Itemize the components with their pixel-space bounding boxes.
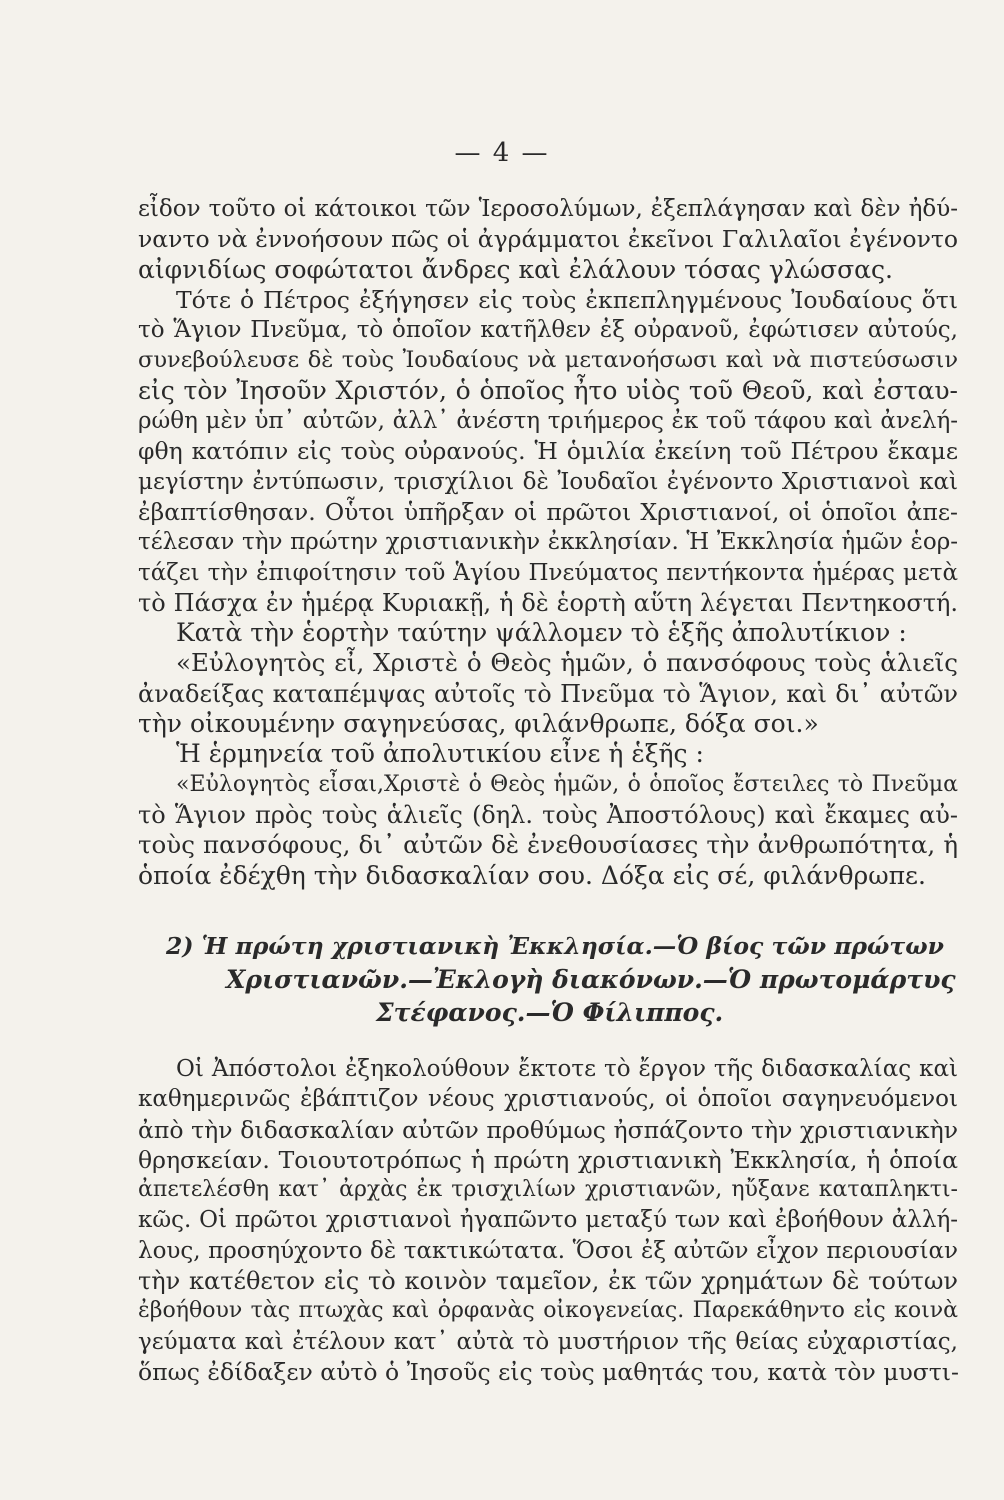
text-line: «Εὐλογητὸς εἶσαι,Χριστὲ ὁ Θεὸς ἡμῶν, ὁ ὁποῖος ἔστειλες τὸ Πνεῦμα [176,771,958,797]
text-line: κῶς. Οἱ πρῶτοι χριστιανοὶ ἠγαπῶντο μεταξύ των καὶ ἐβοήθουν ἀλλή- [138,1207,958,1234]
text-line: ἐβοήθουν τὰς πτωχὰς καὶ ὀρφανὰς οἰκογενείας. Παρεκάθηντο εἰς κοινὰ [138,1298,958,1324]
text-line: ἀναδείξας καταπέμψας αὐτοῖς τὸ Πνεῦμα τὸ Ἅγιον, καὶ δι᾿ αὐτῶν [138,679,958,708]
text-line: ναντο νὰ ἐννοήσουν πῶς οἱ ἀγράμματοι ἐκεῖνοι Γαλιλαῖοι ἐγένοντο [138,225,958,254]
text-line: ὁποία ἐδέχθη τὴν διδασκαλίαν σου. Δόξα εἰς σέ, φιλάνθρωπε. [138,860,926,890]
text-line: τέλεσαν τὴν πρώτην χριστιανικὴν ἐκκλησίαν. Ἡ Ἐκκλησία ἡμῶν ἑορ- [138,529,958,556]
text-line: φθη κατόπιν εἰς τοὺς οὐρανούς. Ἡ ὁμιλία ἐκείνη τοῦ Πέτρου ἔκαμε [138,437,958,466]
text-line: τὸ Πάσχα ἐν ἡμέρᾳ Κυριακῇ, ἡ δὲ ἑορτὴ αὕτη λέγεται Πεντηκοστή. [138,588,958,617]
text-line: τὴν κατέθετον εἰς τὸ κοινὸν ταμεῖον, ἐκ τῶν χρημάτων δὲ τούτων [138,1267,958,1296]
text-line: ἐβαπτίσθησαν. Οὗτοι ὑπῆρξαν οἱ πρῶτοι Χριστιανοί, οἱ ὁποῖοι ἀπε- [138,497,958,526]
heading-line: Στέφανος.—Ὁ Φίλιππος. [376,998,724,1027]
text-line: ἀπὸ τὴν διδασκαλίαν αὐτῶν προθύμως ἠσπάζοντο τὴν χριστιανικὴν [138,1115,958,1144]
text-line: ἀπετελέσθη κατ᾿ ἀρχὰς ἐκ τρισχιλίων χριστιανῶν, ηὔξανε καταπληκτι- [138,1177,958,1203]
paragraph-1 [138,194,958,891]
text-line: συνεβούλευσε δὲ τοὺς Ἰουδαίους νὰ μετανοήσωσι καὶ νὰ πιστεύσωσιν [138,347,958,374]
text-line: λους, προσηύχοντο δὲ τακτικώτατα. Ὅσοι ἐξ αὐτῶν εἶχον περιουσίαν [138,1237,958,1264]
paragraph-2 [138,1054,958,1387]
text-line: ὅπως ἐδίδαξεν αὐτὸ ὁ Ἰησοῦς εἰς τοὺς μαθητάς του, κατὰ τὸν μυστι- [138,1357,959,1386]
text-line: τάζει τὴν ἐπιφοίτησιν τοῦ Ἁγίου Πνεύματος πεντήκοντα ἡμέρας μετὰ [138,559,958,586]
text-line: αἰφνιδίως σοφώτατοι ἄνδρες καὶ ἐλάλουν τόσας γλώσσας. [138,254,894,284]
text-line: εἰς τὸν Ἰησοῦν Χριστόν, ὁ ὁποῖος ἦτο υἱὸς τοῦ Θεοῦ, καὶ ἐσταυ- [138,375,958,405]
text-line: ρώθη μὲν ὑπ᾿ αὐτῶν, ἀλλ᾿ ἀνέστη τριήμερος ἐκ τοῦ τάφου καὶ ἀνελή- [138,408,958,435]
text-line: καθημερινῶς ἐβάπτιζον νέους χριστιανούς, οἱ ὁποῖοι σαγηνευόμενοι [138,1086,958,1113]
text-line: Κατὰ τὴν ἑορτὴν ταύτην ψάλλομεν τὸ ἑξῆς ἀπολυτίκιον : [176,618,907,648]
section-heading [138,930,958,1029]
text-line: τὸ Ἅγιον πρὸς τοὺς ἁλιεῖς (δηλ. τοὺς Ἀποστόλους) καὶ ἔκαμες αὐ- [138,800,958,829]
text-line: Ἡ ἑρμηνεία τοῦ ἀπολυτικίου εἶνε ἡ ἑξῆς : [176,739,704,769]
text-line: γεύματα καὶ ἐτέλουν κατ᾿ αὐτὰ τὸ μυστήριον τῆς θείας εὐχαριστίας, [138,1328,958,1355]
text-line: Τότε ὁ Πέτρος ἐξήγησεν εἰς τοὺς ἐκπεπληγμένους Ἰουδαίους ὅτι [176,285,958,314]
text-line: Οἱ Ἀπόστολοι ἐξηκολούθουν ἔκτοτε τὸ ἔργον τῆς διδασκαλίας καὶ [176,1056,958,1082]
heading-line: 2) Ἡ πρώτη χριστιανικὴ Ἐκκλησία.—Ὁ βίος τῶν πρώτων [166,932,944,960]
text-line: εἶδον τοῦτο οἱ κάτοικοι τῶν Ἱεροσολύμων, ἐξεπλάγησαν καὶ δὲν ἠδύ- [138,196,958,222]
heading-line: Χριστιανῶν.—Ἐκλογὴ διακόνων.—Ὁ πρωτομάρτυς [226,965,956,994]
text-line: τὴν οἰκουμένην σαγηνεύσας, φιλάνθρωπε, δόξα σοι.» [138,709,819,739]
text-line: μεγίστην ἐντύπωσιν, τρισχίλιοι δὲ Ἰουδαῖοι ἐγένοντο Χριστιανοὶ καὶ [138,468,958,495]
text-line: θρησκείαν. Τοιουτοτρόπως ἡ πρώτη χριστιανικὴ Ἐκκλησία, ἡ ὁποία [138,1145,958,1174]
text-line: «Εὐλογητὸς εἶ, Χριστὲ ὁ Θεὸς ἡμῶν, ὁ πανσόφους τοὺς ἁλιεῖς [176,648,958,678]
text-line: τοὺς πανσόφους, δι᾿ αὐτῶν δὲ ἐνεθουσίασες τὴν ἀνθρωπότητα, ἡ [138,830,958,860]
text-line: τὸ Ἅγιον Πνεῦμα, τὸ ὁποῖον κατῆλθεν ἐξ οὐρανοῦ, ἐφώτισεν αὐτούς, [138,317,958,344]
page-number: — 4 — [454,138,550,168]
